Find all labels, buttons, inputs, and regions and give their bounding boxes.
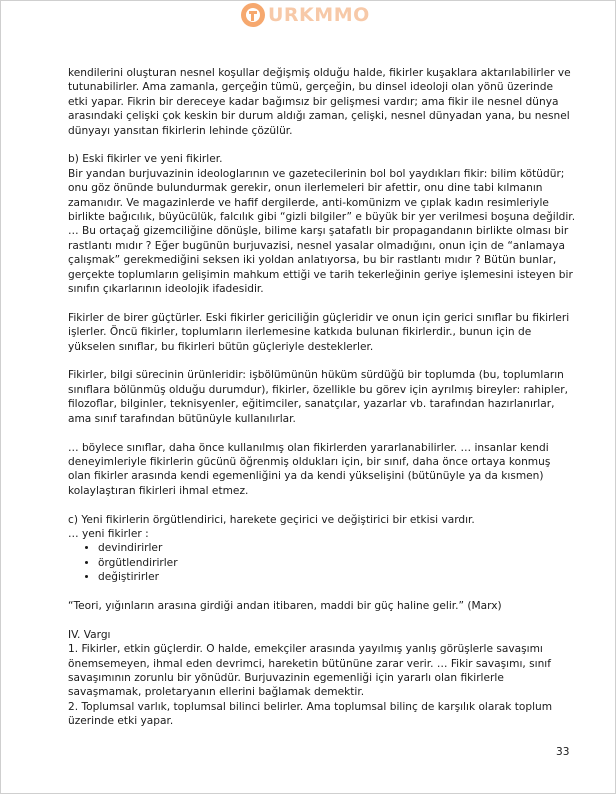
list-intro: … yeni fikirler : bbox=[68, 527, 149, 540]
page-number: 33 bbox=[556, 746, 570, 758]
document-body bbox=[68, 66, 576, 729]
conclusion-item: 1. Fikirler, etkin güçlerdir. O halde, emekçiler arasında yayılmış yanlış görüşlerle savaşımı önemsemeyen, ihmal eden devrimci, hareketin bütününe zarar verir. … Fikir savaşımı, sınıf savaşımının zorunlu bir yönüdür. Burjuvazinin egemenliği için yararlı olan fikirlerle savaşmamak, proletaryanın ellerini bağlamak demektir. bbox=[68, 643, 551, 699]
conclusion-item: 2. Toplumsal varlık, toplumsal bilinci belirler. Ama toplumsal bilinç de karşılık olarak toplum üzerinde etki yapar. bbox=[68, 700, 553, 728]
section-heading-c: c) Yeni fikirlerin örgütlendirici, harekete geçirici ve değiştirici bir etkisi vardır. bbox=[68, 513, 475, 526]
watermark-logo bbox=[240, 2, 370, 28]
paragraph: Fikirler, bilgi sürecinin ürünleridir: işbölümünün hüküm sürdüğü bir toplumda (bu, toplumların sınıflara bölünmüş olduğu durumdur), fikirler, özellikle bu görev için ayrılmış bireyler: rahipler, filozoflar, bilginler, teknisyenler, eğitimciler, sanatçılar, yazarlar vb. tarafından hazırlanırlar, ama sınıf tarafından bütünüyle kullanılırlar. bbox=[68, 369, 568, 425]
paragraph: Bir yandan burjuvazinin ideologlarının ve gazetecilerinin bol bol yaydıkları fikir: bilim kötüdür; onu göz önünde bulundurmak gerekir, onun ilerlemeleri bir afettir, onu dine tabi kılmanın zamanıdır. Ve magazinlerde ve hafif dergilerde, anti-komünizm ve çıplak kadın resimleriyle birlikte bağıcılık, büyücülük, falcılık gibi “gizli bilgiler” e büyük bir yer verilmesi boşuna değildir. … Bu ortaçağ gizemciliğine dönüşle, bilime karşı şatafatlı bir propagandanın birlikte olması bir rastlantı mıdır ? Eğer bugünün burjuvazisi, nesnel yasalar olmadığını, onun için de “anlamaya çalışmak” gerekmediğini seksen iki yoldan anlatıyorsa, bu bir rastlantı mıdır ? Bütün bunlar, gerçekte toplumların gelişimin mahkum ettiği ve tarih tekerleğinin geriye işlemesini isteyen bir sınıfın çıkarlarının ideolojik ifadesidir. bbox=[68, 167, 576, 296]
section-heading-iv: IV. Vargı bbox=[68, 628, 111, 641]
quote: “Teori, yığınların arasına girdiği andan itibaren, maddi bir güç haline gelir.” (Marx) bbox=[68, 599, 502, 612]
logo-icon bbox=[240, 2, 266, 28]
list-item: • örgütlendirirler bbox=[98, 556, 576, 570]
paragraph: Fikirler de birer güçtürler. Eski fikirler gericiliğin güçleridir ve onun için gerici sınıflar bu fikirleri işlerler. Öncü fikirler, toplumların ilerlemesine katkıda bulunan fikirlerdir., bunun için de yükselen sınıflar, bu fikirleri bütün güçleriyle desteklerler. bbox=[68, 311, 570, 353]
paragraph: kendilerini oluşturan nesnel koşullar değişmiş olduğu halde, fikirler kuşaklara aktarılabilirler ve tutunabilirler. Ama zamanla, gerçeğin tümü, gerçeğin, bu dinsel ideoloji olan yönü üzerinde etki yapar. Fikrin bir dereceye kadar bağımsız bir gelişmesi vardır; ama fikir ile nesnel dünya arasındaki çelişki çok keskin bir durum aldığı zaman, çelişki, nesnel dünyadan yana, bu nesnel dünyayı yansıtan fikirlerin lehinde çözülür. bbox=[68, 67, 571, 137]
list-item: • değiştirirler bbox=[98, 570, 576, 584]
bullet-list bbox=[68, 541, 576, 584]
paragraph: … böylece sınıflar, daha önce kullanılmış olan fikirlerden yararlanabilirler. … insanlar kendi deneyimleriyle fikirlerin gücünü öğrenmiş oldukları için, bir sınıf, daha önce ortaya konmuş olan fikirler arasında kendi egemenliğini ya da kendi yükselişini (bütünüyle ya da kısmen) kolaylaştıran fikirleri ihmal etmez. bbox=[68, 441, 551, 497]
list-item: • devindirirler bbox=[98, 541, 576, 555]
logo-text: URKMMO bbox=[268, 4, 370, 26]
section-heading-b: b) Eski fikirler ve yeni fikirler. bbox=[68, 153, 223, 166]
